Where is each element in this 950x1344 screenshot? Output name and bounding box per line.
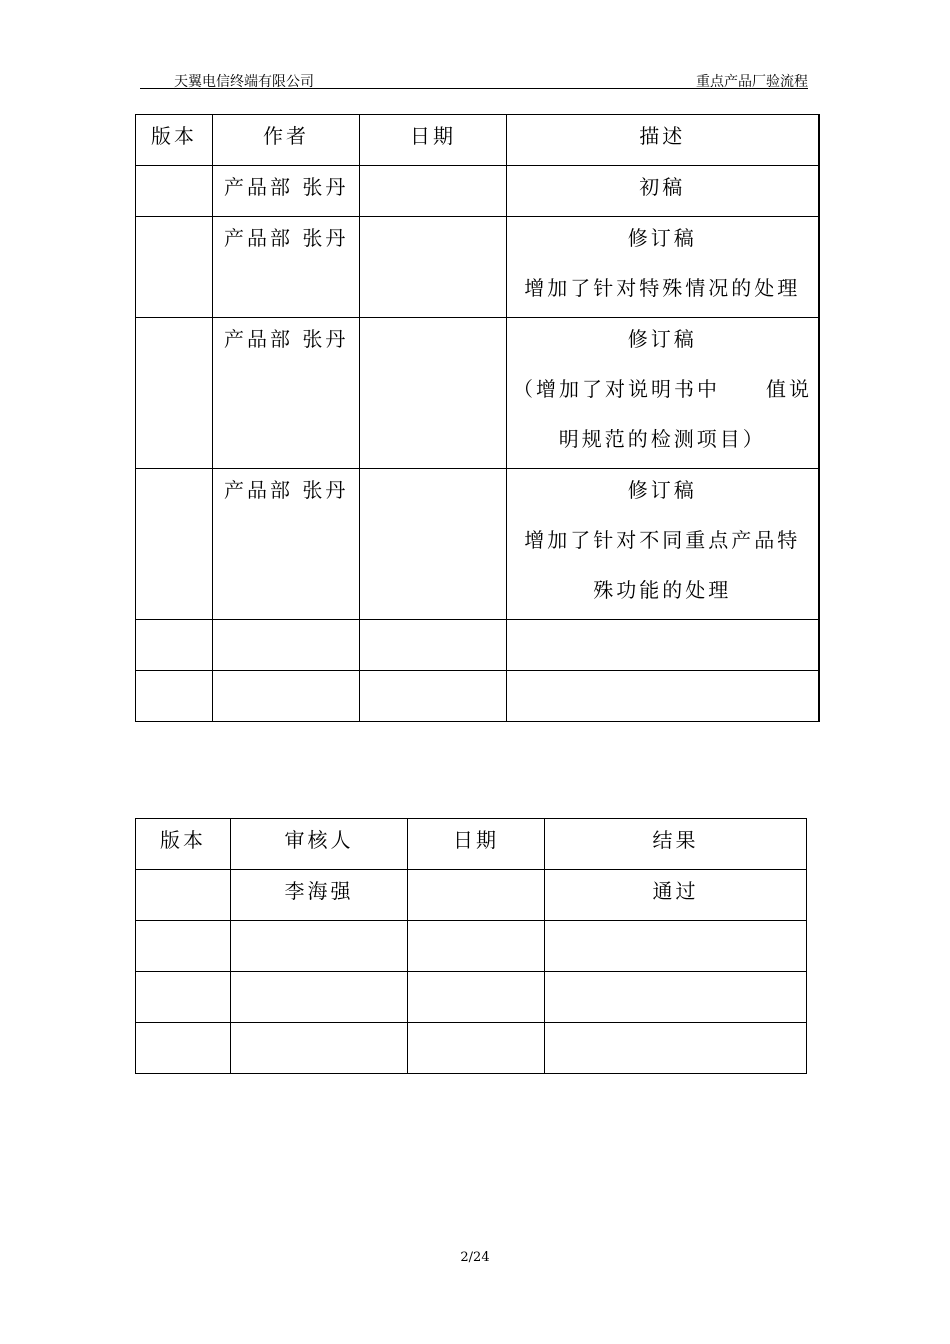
result-cell	[545, 972, 807, 1023]
reviewer-cell	[231, 1023, 408, 1074]
version-cell	[136, 217, 213, 318]
version-cell	[136, 469, 213, 620]
company-name: 天翼电信终端有限公司	[174, 74, 314, 90]
header-cell: 结果	[545, 819, 807, 870]
description-cell: 修订稿 增加了针对不同重点产品特 殊功能的处理	[507, 469, 819, 620]
table-row	[136, 318, 819, 469]
author-cell	[213, 620, 360, 671]
date-cell	[360, 166, 507, 217]
header-cell: 审核人	[231, 819, 408, 870]
header-cell: 日期	[408, 819, 545, 870]
review-table	[135, 818, 807, 1074]
version-cell	[136, 921, 231, 972]
table-row	[136, 620, 819, 671]
table-row	[136, 972, 807, 1023]
result-cell: 通过	[545, 870, 807, 921]
version-history-table	[135, 114, 820, 722]
description-cell: 初稿	[507, 166, 819, 217]
reviewer-cell	[231, 972, 408, 1023]
header-cell: 版本	[136, 819, 231, 870]
date-cell	[408, 921, 545, 972]
version-cell	[136, 671, 213, 722]
page-number: 2/24	[460, 1250, 490, 1265]
version-cell	[136, 620, 213, 671]
author-cell	[213, 671, 360, 722]
table-row	[136, 870, 807, 921]
table-row	[136, 217, 819, 318]
description-cell	[507, 671, 819, 722]
result-cell	[545, 921, 807, 972]
date-cell	[360, 318, 507, 469]
result-cell	[545, 1023, 807, 1074]
date-cell	[360, 217, 507, 318]
header-cell: 版本	[136, 115, 213, 166]
version-cell	[136, 166, 213, 217]
table-row	[136, 921, 807, 972]
date-cell	[360, 469, 507, 620]
table-row	[136, 469, 819, 620]
version-cell	[136, 1023, 231, 1074]
author-cell: 产品部 张丹	[213, 217, 360, 318]
date-cell	[408, 1023, 545, 1074]
date-cell	[408, 972, 545, 1023]
document-title: 重点产品厂验流程	[696, 74, 808, 90]
author-cell: 产品部 张丹	[213, 166, 360, 217]
description-cell: 修订稿 增加了针对特殊情况的处理	[507, 217, 819, 318]
page-header	[140, 68, 808, 89]
description-cell: 修订稿 （增加了对说明书中 值说 明规范的检测项目）	[507, 318, 819, 469]
table-header-row	[136, 115, 819, 166]
date-cell	[408, 870, 545, 921]
author-cell: 产品部 张丹	[213, 318, 360, 469]
date-cell	[360, 620, 507, 671]
table-row	[136, 166, 819, 217]
reviewer-cell	[231, 921, 408, 972]
reviewer-cell: 李海强	[231, 870, 408, 921]
header-cell: 作者	[213, 115, 360, 166]
version-cell	[136, 870, 231, 921]
table-row	[136, 1023, 807, 1074]
header-cell: 日期	[360, 115, 507, 166]
author-cell: 产品部 张丹	[213, 469, 360, 620]
date-cell	[360, 671, 507, 722]
table-row	[136, 671, 819, 722]
version-cell	[136, 318, 213, 469]
table-header-row	[136, 819, 807, 870]
header-cell: 描述	[507, 115, 819, 166]
version-cell	[136, 972, 231, 1023]
description-cell	[507, 620, 819, 671]
